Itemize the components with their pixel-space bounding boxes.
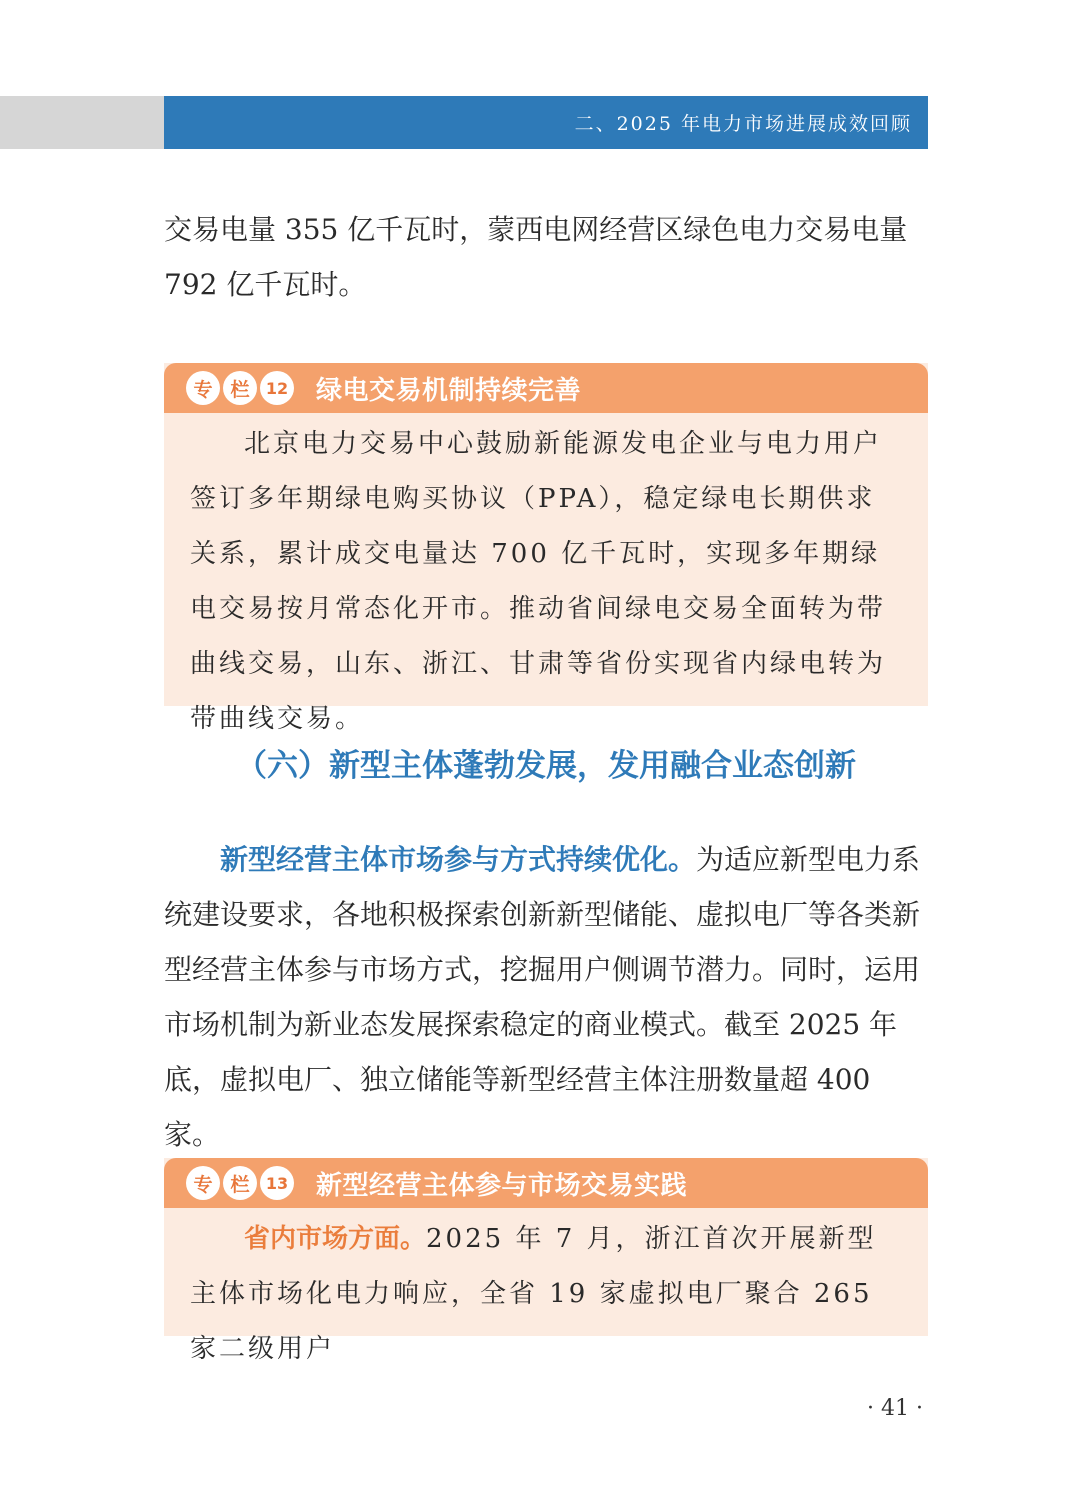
column-label-char: 专 xyxy=(186,371,220,405)
column-badge xyxy=(186,371,294,405)
column-box-13-highlight: 省内市场方面。 xyxy=(244,1224,427,1254)
column-box-12-body xyxy=(164,413,928,747)
section-paragraph xyxy=(164,832,928,1162)
column-box-13-title: 新型经营主体参与市场交易实践 xyxy=(316,1170,688,1201)
page-number: · 41 · xyxy=(867,1396,923,1421)
column-box-12-title: 绿电交易机制持续完善 xyxy=(316,375,582,406)
column-box-13-body xyxy=(164,1208,928,1377)
header-gray-band xyxy=(0,96,164,149)
paragraph-lead-highlight: 新型经营主体市场参与方式持续优化。 xyxy=(220,843,697,876)
column-box-12 xyxy=(164,363,928,734)
column-box-13-text: 2025 年 7 月，浙江首次开展新型主体市场化电力响应，全省 19 家虚拟电厂聚合 265 家二级用户 xyxy=(190,1224,877,1364)
column-number: 12 xyxy=(260,371,294,405)
column-badge xyxy=(186,1166,294,1200)
column-label-char: 专 xyxy=(186,1166,220,1200)
section-heading: （六）新型主体蓬勃发展，发用融合业态创新 xyxy=(236,748,856,784)
intro-paragraph: 交易电量 355 亿千瓦时，蒙西电网经营区绿色电力交易电量 792 亿千瓦时。 xyxy=(164,213,908,301)
column-box-13 xyxy=(164,1158,928,1364)
running-header-text: 二、2025 年电力市场进展成效回顾 xyxy=(574,113,912,135)
column-label-char: 栏 xyxy=(223,1166,257,1200)
column-number: 13 xyxy=(260,1166,294,1200)
column-box-13-header xyxy=(164,1158,928,1208)
column-box-12-text: 北京电力交易中心鼓励新能源发电企业与电力用户签订多年期绿电购买协议（PPA），稳定绿电长期供求关系，累计成交电量达 700 亿千瓦时，实现多年期绿电交易按月常态化开市。推动省间绿电交易全面转为带曲线交易，山东、浙江、甘肃等省份实现省内绿电转为带曲线交易。 xyxy=(190,429,887,734)
paragraph-text: 为适应新型电力系统建设要求，各地积极探索创新新型储能、虚拟电厂等各类新型经营主体参与市场方式，挖掘用户侧调节潜力。同时，运用市场机制为新业态发展探索稳定的商业模式。截至 2025 年底，虚拟电厂、独立储能等新型经营主体注册数量超 400 家。 xyxy=(164,843,921,1151)
column-label-char: 栏 xyxy=(223,371,257,405)
column-box-12-header xyxy=(164,363,928,413)
running-header xyxy=(164,96,928,149)
